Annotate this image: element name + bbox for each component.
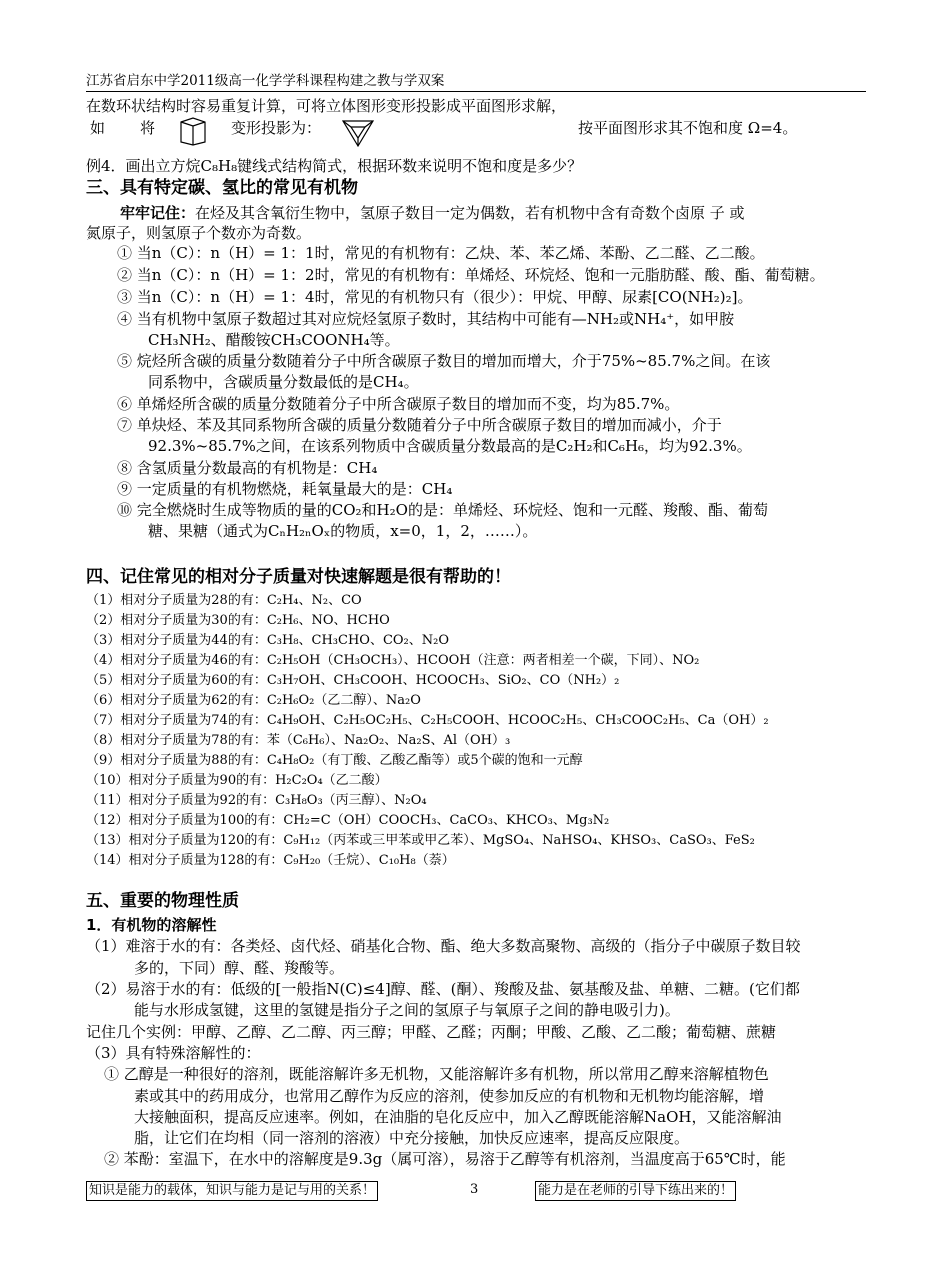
paragraph: ② 苯酚：室温下，在水中的溶解度是9.3g（属可溶），易溶于乙醇等有机溶剂，当温度高于65℃时，能 bbox=[104, 1150, 786, 1168]
paragraph: （2）易溶于水的有：低级的[一般指N(C)≤4]醇、醛、(酮）、羧酸及盐、氨基酸及盐、单糖、二糖。(它们都 bbox=[86, 980, 800, 998]
list-item: ⑧ 含氢质量分数最高的有机物是：CH₄ bbox=[117, 459, 378, 477]
footer-left-motto: 知识是能力的载体，知识与能力是记与用的关系！ bbox=[86, 1181, 378, 1201]
table-row: （14）相对分子质量为128的有：C₉H₂₀（壬烷）、C₁₀H₈（萘） bbox=[86, 853, 455, 868]
table-row: （8）相对分子质量为78的有：苯（C₆H₆）、Na₂O₂、Na₂S、Al（OH）₃ bbox=[86, 733, 511, 748]
table-row: （12）相对分子质量为100的有：CH₂=C（OH）COOCH₃、CaCO₃、KHCO₃、Mg₃N₂ bbox=[86, 813, 610, 828]
table-row: （10）相对分子质量为90的有：H₂C₂O₄（乙二酸） bbox=[86, 773, 388, 788]
intro-line: 在数环状结构时容易重复计算，可将立体图形变形投影成平面图形求解， bbox=[86, 97, 567, 115]
paragraph: （3）具有特殊溶解性的： bbox=[86, 1044, 261, 1062]
intro-result: 按平面图形求其不饱和度 Ω=4。 bbox=[578, 119, 798, 137]
table-row: （2）相对分子质量为30的有：C₂H₆、NO、HCHO bbox=[86, 613, 390, 628]
intro-transform: 变形投影为： bbox=[231, 119, 322, 137]
list-item: ⑩ 完全燃烧时生成等物质的量的CO₂和H₂O的是：单烯烃、环烷烃、饱和一元醛、羧酸、酯、葡萄 bbox=[117, 501, 768, 519]
table-row: （9）相对分子质量为88的有：C₄H₈O₂（有丁酸、乙酸乙酯等）或5个碳的饱和一元醇 bbox=[86, 753, 583, 768]
section4-title: 四、记住常见的相对分子质量对快速解题是很有帮助的！ bbox=[86, 567, 511, 587]
section5-title: 五、重要的物理性质 bbox=[86, 891, 239, 911]
section5-subtitle: 1．有机物的溶解性 bbox=[86, 916, 217, 934]
table-row: （1）相对分子质量为28的有：C₂H₄、N₂、CO bbox=[86, 593, 362, 608]
paragraph: 多的，下同）醇、醛、羧酸等。 bbox=[134, 959, 345, 977]
list-item: 92.3%~85.7%之间，在该系列物质中含碳质量分数最高的是C₂H₂和C₆H₆，均为92.3%。 bbox=[148, 437, 752, 455]
intro-jiang: 将 bbox=[140, 119, 156, 137]
section3-title: 三、具有特定碳、氢比的常见有机物 bbox=[86, 178, 358, 198]
table-row: （11）相对分子质量为92的有：C₃H₈O₃（丙三醇）、N₂O₄ bbox=[86, 793, 427, 808]
projected-triangle-icon bbox=[341, 118, 375, 148]
section3-note-cont: 氮原子，则氢原子个数亦为奇数。 bbox=[86, 224, 312, 242]
list-item: CH₃NH₂、醋酸铵CH₃COONH₄等。 bbox=[148, 331, 400, 349]
list-item: ⑦ 单炔烃、苯及其同系物所含碳的质量分数随着分子中所含碳原子数目的增加而减小，介于 bbox=[117, 416, 722, 434]
footer-right-motto: 能力是在老师的引导下练出来的！ bbox=[535, 1181, 736, 1201]
paragraph: 记住几个实例：甲醇、乙醇、乙二醇、丙三醇；甲醛、乙醛；丙酮；甲酸、乙酸、乙二酸；葡萄糖、蔗糖 bbox=[86, 1023, 777, 1041]
list-item: 同系物中，含碳质量分数最低的是CH₄。 bbox=[148, 373, 419, 391]
table-row: （13）相对分子质量为120的有：C₉H₁₂（丙苯或三甲苯或甲乙苯）、MgSO₄、NaHSO₄、KHSO₃、CaSO₃、FeS₂ bbox=[86, 833, 755, 848]
table-row: （5）相对分子质量为60的有：C₃H₇OH、CH₃COOH、HCOOCH₃、SiO₂、CO（NH₂）₂ bbox=[86, 673, 620, 688]
list-item: ⑨ 一定质量的有机物燃烧，耗氧量最大的是：CH₄ bbox=[117, 480, 453, 498]
note-label: 牢牢记住： bbox=[120, 204, 196, 222]
page-number: 3 bbox=[470, 1182, 479, 1197]
paragraph: ① 乙醇是一种很好的溶剂，既能溶解许多无机物，又能溶解许多有机物，所以常用乙醇来溶解植物色 bbox=[104, 1065, 769, 1083]
paragraph: 素或其中的药用成分，也常用乙醇作为反应的溶剂，使参加反应的有机物和无机物均能溶解，增 bbox=[134, 1087, 765, 1105]
list-item: ③ 当n（C）：n（H）= 1：4时，常见的有机物只有（很少）：甲烷、甲醇、尿素[CO(NH₂)₂]。 bbox=[117, 288, 753, 306]
list-item: ④ 当有机物中氢原子数超过其对应烷烃氢原子数时，其结构中可能有—NH₂或NH₄⁺，如甲胺 bbox=[117, 310, 735, 328]
table-row: （7）相对分子质量为74的有：C₄H₉OH、C₂H₅OC₂H₅、C₂H₅COOH、HCOOC₂H₅、CH₃COOC₂H₅、Ca（OH）₂ bbox=[86, 713, 769, 728]
paragraph: 能与水形成氢键，这里的氢键是指分子之间的氢原子与氧原子之间的静电吸引力)。 bbox=[134, 1001, 680, 1019]
table-row: （6）相对分子质量为62的有：C₂H₆O₂（乙二醇）、Na₂O bbox=[86, 693, 421, 708]
list-item: 糖、果糖（通式为CₙH₂ₙOₓ的物质，x=0，1，2，……）。 bbox=[148, 522, 538, 540]
paragraph: 脂，让它们在均相（同一溶剂的溶液）中充分接触，加快反应速率，提高反应限度。 bbox=[134, 1129, 690, 1147]
paragraph: （1）难溶于水的有：各类烃、卤代烃、硝基化合物、酯、绝大多数高聚物、高级的（指分子中碳原子数目较 bbox=[86, 937, 801, 955]
intro-ru: 如 bbox=[90, 119, 106, 137]
list-item: ① 当n（C）：n（H）= 1：1时，常见的有机物有：乙炔、苯、苯乙烯、苯酚、乙二醛、乙二酸。 bbox=[117, 244, 765, 262]
list-item: ② 当n（C）：n（H）= 1：2时，常见的有机物有：单烯烃、环烷烃、饱和一元脂肪醛、酸、酯、葡萄糖。 bbox=[117, 266, 825, 284]
example-4: 例4．画出立方烷C₈H₈键线式结构简式，根据环数来说明不饱和度是多少？ bbox=[86, 157, 583, 175]
prism-3d-icon bbox=[178, 116, 208, 146]
table-row: （4）相对分子质量为46的有：C₂H₅OH（CH₃OCH₃）、HCOOH（注意：两者相差一个碳，下同）、NO₂ bbox=[86, 653, 700, 668]
page-header: 江苏省启东中学2011级高一化学学科课程构建之教与学双案 bbox=[86, 71, 866, 92]
paragraph: 大接触面积，提高反应速率。例如，在油脂的皂化反应中，加入乙醇既能溶解NaOH，又能溶解油 bbox=[134, 1108, 782, 1126]
list-item: ⑤ 烷烃所含碳的质量分数随着分子中所含碳原子数目的增加而增大，介于75%~85.7%之间。在该 bbox=[117, 352, 771, 370]
note-text: 在烃及其含氧衍生物中，氢原子数目一定为偶数，若有机物中含有奇数个卤原 子 或 bbox=[195, 204, 745, 222]
section3-note bbox=[120, 203, 920, 223]
table-row: （3）相对分子质量为44的有：C₃H₈、CH₃CHO、CO₂、N₂O bbox=[86, 633, 450, 648]
list-item: ⑥ 单烯烃所含碳的质量分数随着分子中所含碳原子数目的增加而不变，均为85.7%。 bbox=[117, 395, 680, 413]
